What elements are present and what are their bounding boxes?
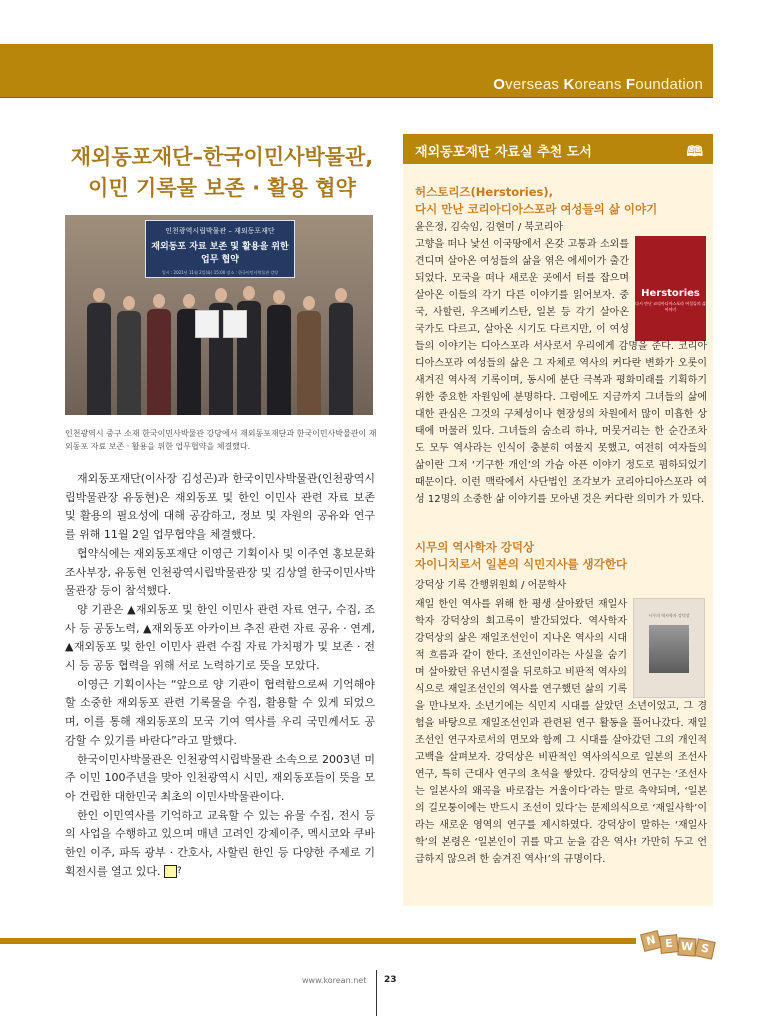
page-number: 23: [384, 975, 397, 985]
signed-agreement: [223, 310, 247, 338]
person-figure: [297, 296, 321, 415]
footer-divider: [376, 970, 377, 1016]
article-paragraph-last: 한인 이민역사를 기억하고 교육할 수 있는 유물 수집, 전시 등의 사업을 수행하고 있으며 매년 고려인 강제이주, 멕시코와 쿠바 한인 이주, 파독 광부 · 간호사, 사할린 한인 등 다양한 주제로 기획전시를 열고 있다. ?: [65, 808, 375, 878]
ceremony-banner: 인천광역시립박물관 – 재외동포재단 재외동포 자료 보존 및 활용을 위한 업무 협약 일시 : 2021년 11월 2일(화) 15:00 장소 : 한국이민사박물관 강당: [145, 220, 295, 278]
news-letter-tile: S: [694, 938, 715, 959]
article-paragraph: 협약식에는 재외동포재단 이영근 기획이사 및 이주연 홍보문화조사부장, 유동현 인천광역시립박물관장 및 김상열 한국이민사박물관장 등이 참석했다.: [65, 546, 375, 598]
news-letter-tile: E: [659, 934, 679, 954]
news-logo: [640, 926, 720, 958]
end-mark-icon: ?: [164, 865, 177, 878]
book1-title: 허스토리즈(Herstories), 다시 만난 코리아디아스포라 여성들의 삶 이야기: [415, 185, 658, 216]
news-letter-tile: N: [640, 930, 662, 952]
book2-description: 재일 한인 역사를 위해 한 평생 살아왔던 재일사학자 강덕상의 회고록이 발간되었다. 역사학자 강덕상의 삶은 재일조선인이 지나온 역사의 시대적 흐름과 같이 한다. 조선인이라는 사실을 숨기며 살아왔던 유년시절을 뒤로하고 비판적 역사의식으로 재일조선인의 역사를 연구했던 삶의 기록을 만나보자. 소년기에는 식민지 시대를 살았던 소년이었고, 그 경험을 바탕으로 재일조선인과 관련된 연구 활동을 풀어나갔다. 재일조선인 연구자로서의 면모와 함께 그 시대를 살아갔던 그의 개인적 고백을 살펴보자. 강덕상은 비판적인 역사의식으로 일본의 조선사 연구, 특히 근대사 연구의 초석을 쌓았다. 강덕상의 연구는 ‘조선사는 일본사의 왜곡을 바로잡는 거울이다’라는 말로 축약되며, ‘일본의 길모퉁이에는 반드시 조선이 있다’는 문제의식으로 ‘재일사학’이라는 새로운 영역의 연구를 제시하였다. 강덕상이 말하는 ‘재일사학’의 본령은 ‘일본인이 귀를 막고 눈을 감은 역사! 가만히 두고 언급하지 않으려 한 숨겨진 역사!’의 규명이다.: [415, 599, 707, 865]
article-title-line2: 이민 기록물 보존 · 활용 협약: [88, 176, 356, 200]
person-figure: [117, 296, 141, 415]
person-figure: [209, 288, 233, 415]
recommended-books-sidebar: [403, 134, 713, 906]
book2-authors: 강덕상 기록 간행위원회 / 어문학사: [415, 580, 567, 591]
person-figure: [267, 290, 291, 415]
article-title: [62, 142, 382, 204]
book1-authors: 윤은정, 김숙임, 김현미 / 북코리아: [415, 222, 564, 233]
open-book-icon: 🕮: [686, 144, 703, 160]
footer-url: www.korean.net: [302, 976, 367, 985]
sidebar-title: 재외동포재단 자료실 추천 도서: [415, 145, 592, 160]
foundation-name: Overseas Koreans Foundation: [493, 76, 703, 93]
person-figure: [87, 288, 111, 415]
article-body: [65, 470, 375, 881]
article-paragraph: 양 기관은 ▲재외동포 및 한인 이민사 관련 자료 연구, 수집, 조사 등 공동노력, ▲재외동포 아카이브 추진 관련 자료 공유 · 연계, ▲재외동포 및 한인 이민사 관련 수집 자료 가치평가 및 보존 · 전시 등 공동 협력을 위해 서로 노력하기로 뜻을 모았다.: [65, 602, 375, 673]
person-figure: [147, 294, 171, 415]
book2-cover: 시무의 역사학자 강덕상: [633, 598, 705, 698]
signed-agreement: [195, 310, 219, 338]
article-paragraph: 한국이민사박물관은 인천광역시립박물관 소속으로 2003년 미주 이민 100주년을 맞아 인천광역시 시민, 재외동포들이 뜻을 모아 건립한 대한민국 최초의 이민사박물관이다.: [65, 752, 375, 803]
person-figure: [329, 288, 353, 415]
book1-description: 고향을 떠나 낯선 이국땅에서 온갖 고통과 소외를 견디며 살아온 여성들의 삶을 엮은 에세이가 출간되었다. 모국을 떠나 새로운 곳에서 터를 잡으며 살아온 이들의 각기 다른 이야기를 읽어보자. 중국, 사할린, 우즈베키스탄, 일본 등 각기 살아온 국가도 다르고, 살아온 시기도 다르지만, 이 여성들의 이야기는 디아스포라 서사로서 우리에게 감명을 준다. 코리아 디아스포라 여성들의 삶은 그 자체로 역사의 커다란 변화가 오롯이 새겨진 역사적 기록이며, 동시에 분단 극복과 평화미래를 기획하기 위한 중요한 자원임에 분명하다. 그럼에도 지금까지 그녀들의 삶에 대한 관심은 그것의 구체성이나 현장성의 차원에서 많이 미흡한 상태에 머물러 있다. 그녀들의 숨소리 하나, 머뭇거리는 한 순간조차도 모두 역사라는 인식이 충분히 여물지 못했고, 여전히 여자들의 삶이란 그저 ‘기구한 개인’의 가슴 아픈 이야기 정도로 폄하되었기 때문이다. 이런 맥락에서 사단법인 조각보가 코리아디아스포라 여성 12명의 소중한 삶 이야기를 모아낸 것은 커다란 의미가 가 있다.: [415, 239, 707, 505]
footer-band: [0, 938, 636, 944]
article-title-line1: 재외동포재단–한국이민사박물관,: [70, 145, 374, 169]
article-paragraph: 재외동포재단(이사장 김성곤)과 한국이민사박물관(인천광역시립박물관장 유동현)은 재외동포 및 한인 이민사 관련 자료 보존 및 활용의 필요성에 대해 공감하고, 정보 및 자원의 공유와 연구를 위해 11월 2일 업무협약을 체결했다.: [65, 472, 375, 542]
header-band: [0, 44, 713, 98]
book1-cover: Herstories 다시 만난 코리아디아스포라 여성들의 삶 이야기: [635, 236, 706, 341]
photo-caption: 인천광역시 중구 소재 한국이민사박물관 강당에서 재외동포재단과 한국이민사박물관이 재외동포 자료 보존 · 활용을 위한 업무협약을 체결했다.: [65, 429, 377, 451]
sidebar-header: [403, 134, 713, 164]
person-figure: [237, 286, 261, 415]
news-letter-tile: W: [677, 937, 696, 956]
ceremony-photo: [65, 215, 373, 415]
article-paragraph: 이영근 기획이사는 “앞으로 양 기관이 협력함으로써 기억해야 할 소중한 재외동포 관련 기록물을 수집, 활용할 수 있게 되었으며, 이를 통해 재외동포의 모국 기여 역사를 우리 국민께서도 공감할 수 있기를 바란다”라고 말했다.: [65, 677, 375, 747]
book2-title: 시무의 역사학자 강덕상 자이니치로서 일본의 식민지사를 생각한다: [415, 540, 627, 571]
